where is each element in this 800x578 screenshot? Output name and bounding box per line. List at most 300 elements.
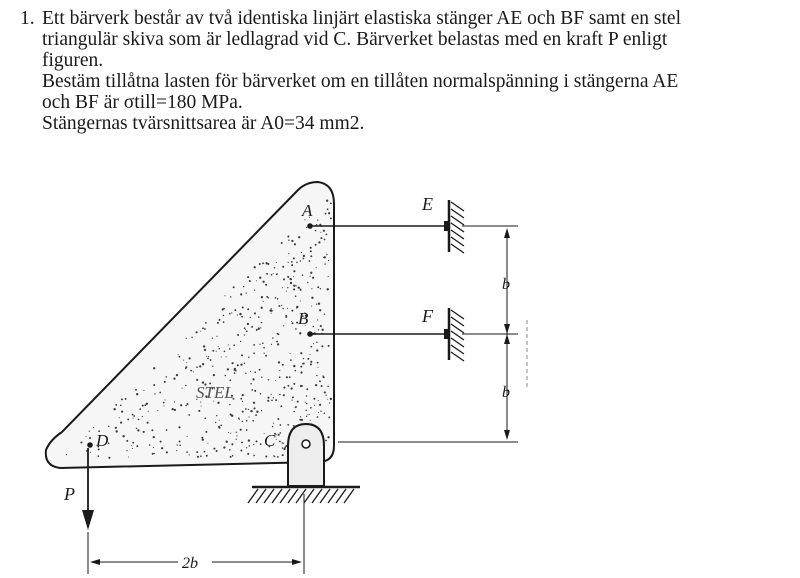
stipple-dot <box>290 353 291 354</box>
stipple-dot <box>316 342 318 344</box>
hatch-line <box>280 489 290 503</box>
stipple-dot <box>281 242 283 244</box>
stipple-dot <box>259 263 261 265</box>
stipple-dot <box>276 434 277 435</box>
stipple-dot <box>306 395 308 397</box>
stipple-dot <box>307 414 308 415</box>
stipple-dot <box>248 357 249 358</box>
stipple-dot <box>193 371 194 372</box>
stipple-dot <box>260 393 262 395</box>
stipple-dot <box>195 331 197 333</box>
stipple-dot <box>228 344 229 345</box>
joint-d <box>87 442 93 448</box>
stipple-dot <box>318 329 319 330</box>
stipple-dot <box>291 264 293 266</box>
stipple-dot <box>224 350 226 352</box>
stipple-dot <box>310 363 312 365</box>
hatch-line <box>344 489 354 503</box>
stipple-dot <box>235 369 237 371</box>
stipple-dot <box>290 282 292 284</box>
stipple-dot <box>186 362 187 363</box>
rigid-triangular-plate <box>46 182 334 468</box>
stipple-dot <box>259 369 261 371</box>
stipple-dot <box>317 367 318 368</box>
stipple-dot <box>146 403 148 405</box>
stipple-dot <box>285 446 286 447</box>
label-b: B <box>298 309 309 328</box>
hatch-line <box>288 489 298 503</box>
stipple-dot <box>277 456 279 458</box>
stipple-dot <box>293 288 295 290</box>
stipple-dot <box>291 321 292 322</box>
stipple-dot <box>154 393 155 394</box>
hatch-line <box>312 489 322 503</box>
stipple-dot <box>300 371 302 373</box>
hatch-line <box>248 489 258 503</box>
stipple-dot <box>279 370 280 371</box>
stipple-dot <box>282 447 284 449</box>
stipple-dot <box>277 273 278 274</box>
stipple-dot <box>323 230 325 232</box>
stipple-dot <box>196 379 198 381</box>
stipple-dot <box>232 362 234 364</box>
stipple-dot <box>219 319 221 321</box>
stipple-dot <box>313 398 315 400</box>
stipple-dot <box>237 334 239 336</box>
stipple-dot <box>205 431 207 433</box>
stipple-dot <box>317 416 319 418</box>
stipple-dot <box>276 262 277 263</box>
stipple-dot <box>288 262 289 263</box>
stipple-dot <box>219 420 220 421</box>
stipple-dot <box>306 227 307 228</box>
stipple-dot <box>189 454 190 455</box>
stipple-dot <box>316 349 318 351</box>
stipple-dot <box>186 338 187 339</box>
stipple-dot <box>311 297 313 299</box>
stipple-dot <box>183 360 184 361</box>
stipple-dot <box>263 301 264 302</box>
stipple-dot <box>320 325 322 327</box>
stipple-dot <box>253 352 255 354</box>
stipple-dot <box>310 272 312 274</box>
stipple-dot <box>212 366 213 367</box>
stipple-dot <box>163 402 165 404</box>
stipple-dot <box>186 451 188 453</box>
stipple-dot <box>282 287 283 288</box>
hatch-line <box>320 489 330 503</box>
stipple-dot <box>236 435 237 436</box>
stipple-dot <box>261 307 263 309</box>
stipple-dot <box>229 449 231 451</box>
stipple-dot <box>231 443 233 445</box>
stipple-dot <box>278 305 280 307</box>
stipple-dot <box>273 455 274 456</box>
stipple-dot <box>279 441 281 443</box>
label-e: E <box>422 194 433 214</box>
stipple-dot <box>295 370 297 372</box>
stipple-dot <box>212 337 213 338</box>
stipple-dot <box>254 289 255 290</box>
stipple-dot <box>197 456 199 458</box>
stipple-dot <box>325 213 327 215</box>
stipple-dot <box>293 365 295 367</box>
stipple-dot <box>196 366 198 368</box>
stipple-dot <box>240 363 242 365</box>
stipple-dot <box>290 387 292 389</box>
problem-line-2: triangulär skiva som är ledlagrad vid C. Bärverket belastas med en kraft P enligt <box>42 29 668 50</box>
stipple-dot <box>137 429 139 431</box>
stipple-dot <box>272 426 274 428</box>
stipple-dot <box>267 263 269 265</box>
stipple-dot <box>250 317 251 318</box>
stipple-dot <box>206 455 208 457</box>
stipple-dot <box>239 313 241 315</box>
stipple-dot <box>260 327 261 328</box>
stipple-dot <box>229 313 231 315</box>
stipple-dot <box>166 376 168 378</box>
stipple-dot <box>185 385 186 386</box>
stipple-dot <box>245 329 246 330</box>
stipple-dot <box>256 411 258 413</box>
stipple-dot <box>282 442 284 444</box>
stipple-dot <box>276 341 278 343</box>
stipple-dot <box>218 346 219 347</box>
stipple-dot <box>293 383 295 385</box>
stipple-dot <box>318 400 319 401</box>
stipple-dot <box>85 436 86 437</box>
hatch-line <box>328 489 338 503</box>
stipple-dot <box>256 329 258 331</box>
stipple-dot <box>310 346 312 348</box>
stipple-dot <box>312 277 314 279</box>
label-dim-b-lower: b <box>502 384 510 401</box>
stipple-dot <box>328 212 330 214</box>
stipple-dot <box>179 444 181 446</box>
stipple-dot <box>319 380 321 382</box>
stipple-dot <box>310 407 312 409</box>
stipple-dot <box>261 296 263 298</box>
problem-line-3: figuren. <box>42 50 104 71</box>
stipple-dot <box>179 441 181 443</box>
dim-arrow-mid-down <box>504 334 510 344</box>
stipple-dot <box>295 295 297 297</box>
stipple-dot <box>164 399 165 400</box>
stipple-dot <box>327 208 329 210</box>
stipple-dot <box>139 408 141 410</box>
stipple-dot <box>265 355 267 357</box>
stipple-dot <box>229 379 231 381</box>
stipple-dot <box>178 354 179 355</box>
stipple-dot <box>307 282 308 283</box>
stipple-dot <box>242 421 243 422</box>
stipple-dot <box>261 322 263 324</box>
stipple-dot <box>250 383 251 384</box>
stipple-dot <box>89 437 91 439</box>
stipple-dot <box>320 288 321 289</box>
stipple-dot <box>249 416 250 417</box>
stipple-dot <box>288 253 289 254</box>
stipple-dot <box>229 404 230 405</box>
stipple-dot <box>215 422 216 423</box>
stipple-dot <box>143 390 144 391</box>
hatch-line <box>304 489 314 503</box>
stipple-dot <box>217 322 219 324</box>
stipple-dot <box>277 418 279 420</box>
stipple-dot <box>262 281 264 283</box>
stipple-dot <box>223 321 225 323</box>
stipple-dot <box>218 427 220 429</box>
stipple-dot <box>300 289 302 291</box>
stipple-dot <box>221 356 222 357</box>
stipple-dot <box>248 439 250 441</box>
stipple-dot <box>324 256 326 258</box>
stipple-dot <box>240 293 242 295</box>
stipple-dot <box>153 367 155 369</box>
stipple-dot <box>228 432 229 433</box>
stipple-dot <box>265 455 267 457</box>
stipple-dot <box>279 394 281 396</box>
hatch-line <box>336 489 346 503</box>
label-f: F <box>422 306 433 326</box>
problem-number: 1. <box>20 8 35 29</box>
wall-joint-e <box>444 221 448 231</box>
stipple-dot <box>89 430 90 431</box>
stipple-dot <box>191 337 192 338</box>
stipple-dot <box>204 451 206 453</box>
stipple-dot <box>246 447 247 448</box>
stipple-dot <box>293 285 295 287</box>
stipple-dot <box>115 427 117 429</box>
label-c: C <box>264 431 276 450</box>
stipple-dot <box>303 258 305 260</box>
stipple-dot <box>306 388 308 390</box>
stipple-dot <box>310 361 312 363</box>
stipple-dot <box>290 359 292 361</box>
stipple-dot <box>324 412 326 414</box>
stipple-dot <box>230 433 231 434</box>
stipple-dot <box>186 403 188 405</box>
stipple-dot <box>142 405 144 407</box>
stipple-dot <box>240 398 242 400</box>
stipple-dot <box>207 358 209 360</box>
stipple-dot <box>275 380 276 381</box>
stipple-dot <box>287 276 289 278</box>
stipple-dot <box>278 434 280 436</box>
stipple-dot <box>143 431 145 433</box>
stipple-dot <box>262 262 264 264</box>
stipple-dot <box>277 343 279 345</box>
stipple-dot <box>283 443 284 444</box>
stipple-dot <box>262 342 264 344</box>
stipple-dot <box>174 401 175 402</box>
stipple-dot <box>246 429 248 431</box>
stipple-dot <box>291 261 293 263</box>
pin-c <box>302 440 310 448</box>
stipple-dot <box>320 232 321 233</box>
stipple-dot <box>292 396 294 398</box>
stipple-dot <box>244 334 245 335</box>
stipple-dot <box>324 263 326 265</box>
stipple-dot <box>327 399 328 400</box>
stipple-dot <box>238 417 240 419</box>
stipple-dot <box>240 341 241 342</box>
stipple-dot <box>223 315 225 317</box>
stipple-dot <box>132 442 134 444</box>
stipple-dot <box>287 235 289 237</box>
stipple-dot <box>306 403 307 404</box>
stipple-dot <box>113 408 115 410</box>
stipple-dot <box>172 408 174 410</box>
stipple-dot <box>326 200 328 202</box>
stipple-dot <box>66 454 67 455</box>
stipple-dot <box>223 308 225 310</box>
stipple-dot <box>267 397 269 399</box>
stipple-dot <box>256 440 258 442</box>
stipple-dot <box>318 303 320 305</box>
stipple-dot <box>258 316 260 318</box>
stipple-dot <box>296 308 297 309</box>
stipple-dot <box>179 356 181 358</box>
stipple-dot <box>159 392 161 394</box>
stipple-dot <box>242 307 244 309</box>
stipple-dot <box>268 379 270 381</box>
stipple-dot <box>213 374 215 376</box>
stipple-dot <box>237 364 239 366</box>
stipple-dot <box>318 412 319 413</box>
stipple-dot <box>321 345 323 347</box>
stipple-dot <box>275 297 277 299</box>
stipple-dot <box>286 291 287 292</box>
stipple-dot <box>244 363 246 365</box>
stipple-dot <box>283 394 285 396</box>
stipple-dot <box>119 417 120 418</box>
stipple-dot <box>281 305 282 306</box>
stipple-dot <box>254 312 256 314</box>
stipple-dot <box>317 319 318 320</box>
stipple-dot <box>270 308 271 309</box>
stipple-dot <box>241 441 243 443</box>
stipple-dot <box>325 395 326 396</box>
stipple-dot <box>328 276 329 277</box>
stipple-dot <box>310 276 311 277</box>
stipple-dot <box>293 276 294 277</box>
stipple-dot <box>330 202 332 204</box>
dim-arrow-2b-right <box>292 559 302 565</box>
stipple-dot <box>144 404 146 406</box>
stipple-dot <box>133 415 135 417</box>
dim-arrow-top <box>504 228 510 238</box>
stipple-dot <box>234 372 236 374</box>
stipple-dot <box>327 288 329 290</box>
stipple-dot <box>287 385 289 387</box>
stipple-dot <box>178 426 180 428</box>
stipple-dot <box>310 250 312 252</box>
stipple-dot <box>297 401 299 403</box>
stipple-dot <box>311 306 312 307</box>
label-d: D <box>96 431 109 450</box>
stipple-dot <box>154 453 155 454</box>
stipple-dot <box>295 406 297 408</box>
stipple-dot <box>310 247 312 249</box>
stipple-dot <box>324 314 325 315</box>
stipple-dot <box>153 384 155 386</box>
stipple-dot <box>108 426 109 427</box>
stipple-dot <box>317 286 319 288</box>
stipple-dot <box>294 243 296 245</box>
stipple-dot <box>166 451 168 453</box>
dim-arrow-bottom <box>504 430 510 440</box>
stipple-dot <box>236 439 237 440</box>
label-dim-b-upper: b <box>502 276 510 293</box>
stipple-dot <box>317 219 318 220</box>
stipple-dot <box>330 398 332 400</box>
stipple-dot <box>121 398 123 400</box>
stipple-dot <box>157 410 158 411</box>
stipple-dot <box>177 444 178 445</box>
stipple-dot <box>174 409 176 411</box>
stipple-dot <box>328 416 330 418</box>
stipple-dot <box>261 410 262 411</box>
stipple-dot <box>296 285 297 286</box>
stipple-dot <box>131 445 132 446</box>
stipple-dot <box>272 337 273 338</box>
stipple-dot <box>286 376 288 378</box>
stipple-dot <box>282 364 284 366</box>
stipple-dot <box>253 444 254 445</box>
label-a: A <box>302 201 313 220</box>
stipple-dot <box>303 358 304 359</box>
stipple-dot <box>173 377 175 379</box>
stipple-dot <box>135 389 137 391</box>
stipple-dot <box>299 419 301 421</box>
stipple-dot <box>324 239 326 241</box>
stipple-dot <box>201 437 203 439</box>
stipple-dot <box>280 405 282 407</box>
stipple-dot <box>216 450 218 452</box>
stipple-dot <box>320 410 321 411</box>
dim-arrow-2b-left <box>90 559 100 565</box>
stipple-dot <box>237 314 238 315</box>
stipple-dot <box>230 456 232 458</box>
stipple-dot <box>132 414 134 416</box>
stipple-dot <box>121 411 123 413</box>
stipple-dot <box>233 344 235 346</box>
stipple-dot <box>226 356 227 357</box>
stipple-dot <box>240 450 242 452</box>
stipple-dot <box>277 298 279 300</box>
stipple-dot <box>329 402 330 403</box>
stipple-dot <box>220 424 222 426</box>
stipple-dot <box>166 429 168 431</box>
stipple-dot <box>196 451 198 453</box>
stipple-dot <box>321 385 323 387</box>
stipple-dot <box>207 443 208 444</box>
stipple-dot <box>120 422 122 424</box>
stipple-dot <box>187 436 188 437</box>
stipple-dot <box>298 236 300 238</box>
label-dim-2b: 2b <box>182 555 198 572</box>
stipple-dot <box>153 447 154 448</box>
stipple-dot <box>202 327 204 329</box>
stipple-dot <box>293 270 295 272</box>
stipple-dot <box>300 416 301 417</box>
hatch-line <box>256 489 266 503</box>
stipple-dot <box>306 416 307 417</box>
stipple-dot <box>316 304 317 305</box>
stipple-dot <box>223 446 225 448</box>
stipple-dot <box>216 351 217 352</box>
